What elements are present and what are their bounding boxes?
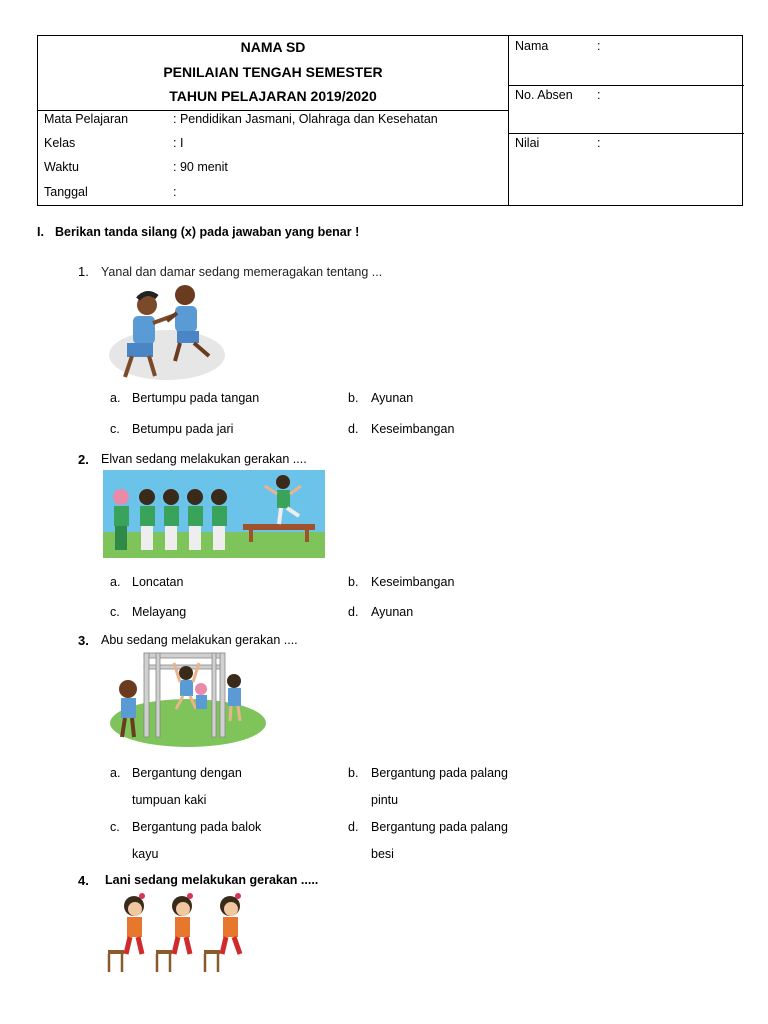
option-letter: a. xyxy=(110,391,121,405)
school-name: NAMA SD xyxy=(240,39,306,55)
option-text: Bergantung pada palang xyxy=(371,766,508,780)
exam-title: PENILAIAN TENGAH SEMESTER xyxy=(163,64,383,80)
option-letter: b. xyxy=(348,391,359,405)
header-table xyxy=(37,35,743,206)
option-text: Keseimbangan xyxy=(371,575,455,589)
time-label: Waktu xyxy=(44,160,79,174)
option-text: Bergantung dengan xyxy=(132,766,242,780)
question-text: Abu sedang melakukan gerakan .... xyxy=(101,633,298,647)
option-letter: b. xyxy=(348,766,359,780)
score-colon: : xyxy=(597,136,601,150)
question-number: 3. xyxy=(78,633,89,648)
question-number: 4. xyxy=(78,873,89,888)
option-letter: d. xyxy=(348,820,359,834)
option-text: Ayunan xyxy=(371,605,414,619)
absen-colon: : xyxy=(597,88,601,102)
option-text: Bergantung pada balok xyxy=(132,820,262,834)
option-text: besi xyxy=(371,847,394,861)
question-number: 1. xyxy=(78,264,89,279)
class-value: : I xyxy=(173,136,184,150)
option-letter: d. xyxy=(348,422,359,436)
name-colon: : xyxy=(597,39,601,53)
option-letter: c. xyxy=(110,820,120,834)
subject-value: : Pendidikan Jasmani, Olahraga dan Kesehatan xyxy=(173,112,438,126)
question-text: Yanal dan damar sedang memeragakan tentang ... xyxy=(101,265,383,279)
header-divider xyxy=(509,133,744,134)
question-text: Elvan sedang melakukan gerakan .... xyxy=(101,452,307,466)
date-value: : xyxy=(173,185,177,199)
academic-year: TAHUN PELAJARAN 2019/2020 xyxy=(169,88,377,104)
name-label: Nama xyxy=(515,39,549,53)
header-divider xyxy=(508,36,509,205)
section-number: I. xyxy=(37,225,44,239)
absen-label: No. Absen xyxy=(515,88,573,102)
option-letter: a. xyxy=(110,766,121,780)
option-letter: a. xyxy=(110,575,121,589)
q4-illustration xyxy=(104,890,250,976)
header-divider xyxy=(509,85,744,86)
time-value: : 90 menit xyxy=(173,160,228,174)
option-text: Betumpu pada jari xyxy=(132,422,234,436)
option-text: Keseimbangan xyxy=(371,422,455,436)
option-letter: b. xyxy=(348,575,359,589)
q3-illustration xyxy=(104,651,266,751)
option-text: Bergantung pada palang xyxy=(371,820,508,834)
option-text: pintu xyxy=(371,793,399,807)
option-text: kayu xyxy=(132,847,159,861)
option-letter: c. xyxy=(110,605,120,619)
date-label: Tanggal xyxy=(44,185,88,199)
q1-illustration xyxy=(105,283,230,385)
option-letter: c. xyxy=(110,422,120,436)
class-label: Kelas xyxy=(44,136,76,150)
option-text: Loncatan xyxy=(132,575,184,589)
subject-label: Mata Pelajaran xyxy=(44,112,129,126)
option-text: Ayunan xyxy=(371,391,414,405)
option-letter: d. xyxy=(348,605,359,619)
option-text: Bertumpu pada tangan xyxy=(132,391,260,405)
q2-illustration xyxy=(103,470,325,558)
question-text: Lani sedang melakukan gerakan ..... xyxy=(105,873,319,887)
option-text: Melayang xyxy=(132,605,187,619)
score-label: Nilai xyxy=(515,136,540,150)
question-number: 2. xyxy=(78,452,89,467)
option-text: tumpuan kaki xyxy=(132,793,207,807)
section-instruction: Berikan tanda silang (x) pada jawaban yang benar ! xyxy=(55,225,360,239)
